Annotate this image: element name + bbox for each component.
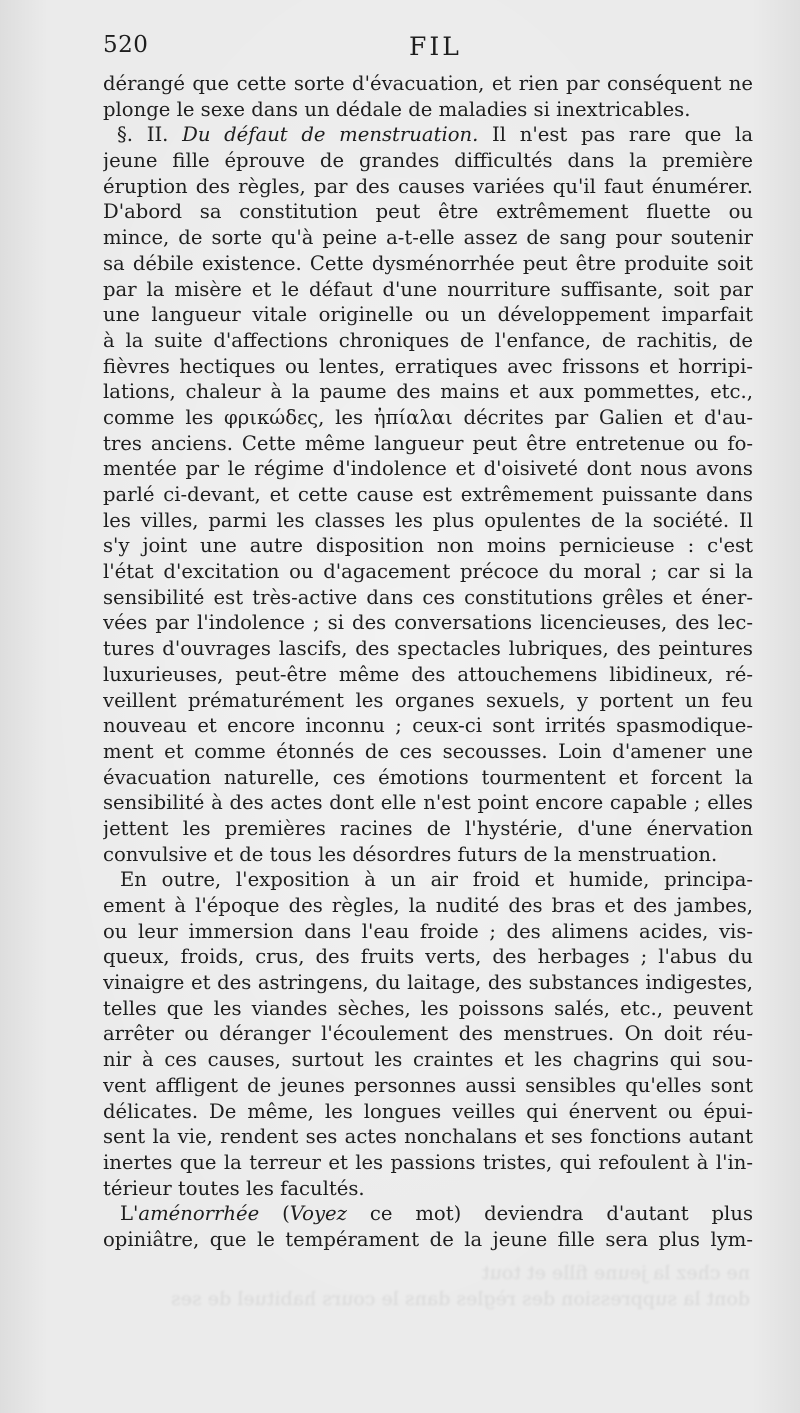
text-line: tres anciens. Cette même langueur peut être entretenue ou fo- [103,431,753,455]
text-line: L'aménorrhée (Voyez ce mot) deviendra d'autant plus [120,1202,753,1226]
italic-phrase: aménorrhée [138,1202,260,1226]
text-line: parlé ci-devant, et cette cause est extrêmement puissante dans [103,483,753,506]
text-line: sa débile existence. Cette dysménorrhée peut être produite soit [103,251,753,275]
text-line: D'abord sa constitution peut être extrêmement fluette ou [103,200,753,224]
text-line: sensibilité est très-active dans ces constitutions grêles et éner- [103,585,753,609]
text-line: les villes, parmi les classes les plus opulentes de la société. Il [103,508,753,532]
text-line: arrêter ou déranger l'écoulement des menstrues. On doit réu- [103,1022,753,1046]
text-line: fièvres hectiques ou lentes, erratiques avec frissons et horripi- [103,354,753,378]
text-line: opiniâtre, que le tempérament de la jeune fille sera plus lym- [103,1227,753,1251]
text-line: térieur toutes les facultés. [103,1176,365,1200]
text-line: évacuation naturelle, ces émotions tourmentent et forcent la [103,765,753,789]
page-header [103,32,756,66]
text-line: par la misère et le défaut d'une nourriture suffisante, soit par [103,277,753,301]
text-line: telles que les viandes sèches, les poissons salés, etc., peuvent [103,996,753,1020]
text-line: tures d'ouvrages lascifs, des spectacles lubriques, des peintures [103,637,753,661]
text-line: vées par l'indolence ; si des conversations licencieuses, des lec- [103,611,753,635]
text-line: ement à l'époque des règles, la nudité des bras et des jambes, [103,894,753,917]
page-number: 520 [103,32,149,58]
text-line: vent affligent de jeunes personnes aussi sensibles qu'elles sont [103,1073,753,1097]
text-line: convulsive et de tous les désordres futurs de la menstruation. [103,842,718,866]
text-line: ment et comme étonnés de ces secousses. Loin d'amener une [103,739,753,763]
body-text [103,71,753,1253]
text-line: En outre, l'exposition à un air froid et humide, principa- [120,868,753,892]
text-line: luxurieuses, peut-être même des attouchemens libidineux, ré- [103,662,753,686]
text-line: délicates. De même, les longues veilles qui énervent ou épui- [103,1099,753,1123]
text-line: mentée par le régime d'indolence et d'oisiveté dont nous avons [103,457,753,481]
text-line: s'y joint une autre disposition non moins pernicieuse : c'est [103,534,753,558]
text-line: §. II. Du défaut de menstruation. Il n'est pas rare que la [117,123,753,147]
text-line: plonge le sexe dans un dédale de maladies si inextricables. [103,97,691,121]
text-line: jettent les premières racines de l'hystérie, d'une énervation [103,816,753,840]
text-line: queux, froids, crus, des fruits verts, des herbages ; l'abus du [103,945,753,969]
text-line: une langueur vitale originelle ou un développement imparfait [103,303,753,327]
text-line: comme les φρικώδες, les ἠπίαλαι décrites par Galien et d'au- [103,405,753,429]
text-line: dérangé que cette sorte d'évacuation, et rien par conséquent ne [103,72,753,95]
text-line: sent la vie, rendent ses actes nonchalans et ses fonctions autant [103,1125,753,1149]
text-line: mince, de sorte qu'à peine a-t-elle assez de sang pour soutenir [103,226,753,250]
text-line: veillent prématurément les organes sexuels, y portent un feu [103,688,753,712]
text-line: sensibilité à des actes dont elle n'est point encore capable ; elles [103,791,753,815]
italic-phrase: Voyez [289,1202,347,1226]
text-line: ou leur immersion dans l'eau froide ; des alimens acides, vis- [103,919,753,943]
text-line: lations, chaleur à la paume des mains et aux pommettes, etc., [103,380,753,404]
text-line: à la suite d'affections chroniques de l'enfance, de rachitis, de [103,328,753,352]
text-line: nouveau et encore inconnu ; ceux-ci sont irrités spasmodique- [103,714,753,738]
text-line: jeune fille éprouve de grandes difficultés dans la première [103,149,753,173]
text-line: inertes que la terreur et les passions tristes, qui refoulent à l'in- [103,1150,753,1174]
text-line: vinaigre et des astringens, du laitage, des substances indigestes, [103,971,753,995]
show-through-bleed: ne chez la jeune fille et tout dont la suppression des règles dans le cours habituel de ses [171,1262,750,1310]
text-line: éruption des règles, par des causes variées qu'il faut énumérer. [103,174,753,198]
text-line: l'état d'excitation ou d'agacement précoce du moral ; car si la [103,560,753,584]
italic-phrase: Du défaut de menstruation. [182,123,479,147]
text-line: nir à ces causes, surtout les craintes et les chagrins qui sou- [103,1048,753,1072]
running-head: FIL [409,32,462,61]
